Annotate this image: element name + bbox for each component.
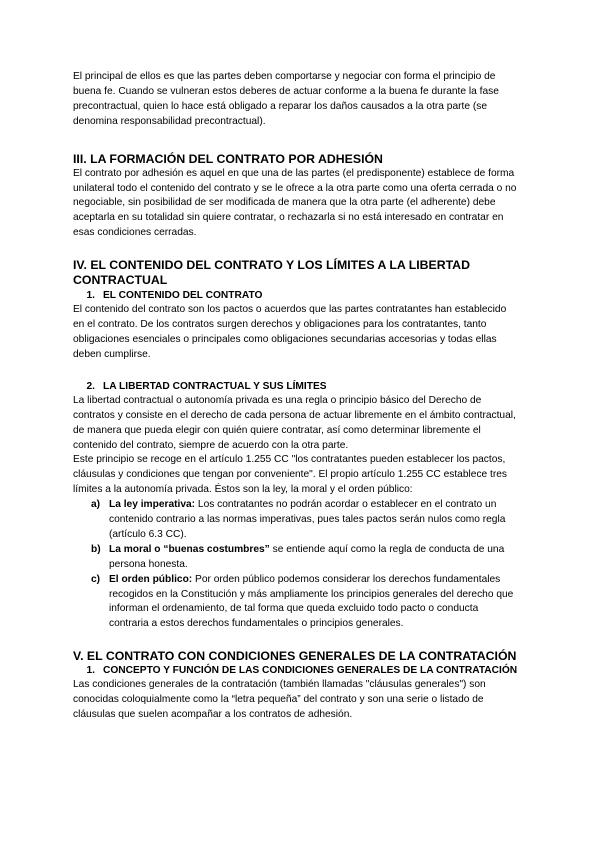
subheading-title: LA LIBERTAD CONTRACTUAL Y SUS LÍMITES <box>103 380 327 392</box>
list-term: La ley imperativa: <box>109 499 196 511</box>
paragraph-v-1: Las condiciones generales de la contratación (también llamadas "cláusulas generales") son conocidas coloquialmente como la “letra pequeña” del contrato y son una serie o listado de cláusulas que suelen acompañar a los contratos de adhesión. <box>73 679 486 721</box>
paragraph-iv-2a: La libertad contractual o autonomía privada es una regla o principio básico del Derecho de contratos y consiste en el derecho de cada persona de actuar libremente en el ámbito contractual, de manera que pueda elegir con quién quiere contratar, así como determinar libremente el contenido del contrato, siempre de acuerdo con la otra parte. <box>73 394 516 451</box>
heading-section-iii: III. LA FORMACIÓN DEL CONTRATO POR ADHESIÓN <box>73 151 383 166</box>
subheading-title: CONCEPTO Y FUNCIÓN DE LAS CONDICIONES GENERALES DE LA CONTRATACIÓN <box>103 665 518 677</box>
subheading-number: 2. <box>86 380 95 392</box>
paragraph-iv-1: El contenido del contrato son los pactos o acuerdos que las partes contratantes han establecido en el contrato. De los contratos surgen derechos y obligaciones para los contratantes, tanto obligaciones esenciales o principales como obligaciones secundarias accesorias y todas ellas deben cumplirse. <box>73 304 507 360</box>
paragraph-iv-2b: Este principio se recoge en el artículo 1.255 CC "los contratantes pueden establecer los pactos, cláusulas y condiciones que tengan por conveniente". El propio artículo 1.255 CC establece tres límites a la autonomía privada. Éstos son la ley, la moral y el orden público: <box>73 454 508 496</box>
heading-section-iv: IV. EL CONTENIDO DEL CONTRATO Y LOS LÍMITES A LA LIBERTAD CONTRACTUAL <box>73 258 470 288</box>
subheading-v-1 <box>73 664 518 678</box>
list-term: La moral o “buenas costumbres” <box>109 543 270 555</box>
list-term: El orden público: <box>109 573 193 585</box>
list-text: Los contratantes no podrán acordar o establecer en el contrato un contenido contrario a las normas imperativas, pues tales pactos serán nulos como regla (artículo 6.3 CC). <box>109 499 506 540</box>
list-item-orden-publico <box>73 573 518 633</box>
subheading-number: 1. <box>86 665 95 677</box>
document-page <box>73 70 518 723</box>
list-marker: a) <box>91 499 101 511</box>
list-item-ley <box>73 498 518 543</box>
subheading-title: EL CONTENIDO DEL CONTRATO <box>103 290 263 302</box>
subheading-number: 1. <box>86 290 95 302</box>
heading-section-v: V. EL CONTRATO CON CONDICIONES GENERALES DE LA CONTRATACIÓN <box>73 649 517 664</box>
list-text: se entiende aquí como la regla de conducta de una persona honesta. <box>109 543 505 570</box>
list-marker: c) <box>91 573 101 585</box>
list-text: Por orden público podemos considerar los derechos fundamentales recogidos en la Constitución y más ampliamente los principios generales del derecho que informan el ordenamiento, de tal forma que queda excluido todo pacto o conducta contraria a estos derechos fundamentales o principios generales. <box>109 573 514 630</box>
list-marker: b) <box>91 543 101 555</box>
subheading-iv-2 <box>73 380 518 394</box>
limits-list <box>73 498 518 632</box>
paragraph-section-iii: El contrato por adhesión es aquel en que una de las partes (el predisponente) establece de forma unilateral todo el contenido del contrato y se le ofrece a la otra parte como una oferta cerrada o no negociable, sin posibilidad de ser modificada de manera que la otra parte (el adherente) debe aceptarla en su totalidad sin quiere contratar, o rechazarla si no está interesado en contratar en esas condiciones cerradas. <box>73 167 517 239</box>
subheading-iv-1 <box>73 289 518 303</box>
list-item-moral <box>73 543 518 573</box>
paragraph-intro: El principal de ellos es que las partes deben comportarse y negociar con forma el principio de buena fe. Cuando se vulneran estos deberes de actuar conforme a la buena fe durante la fase precontractual, quien lo hace está obligado a reparar los daños causados a la otra parte (se denomina responsabilidad precontractual). <box>73 71 499 127</box>
